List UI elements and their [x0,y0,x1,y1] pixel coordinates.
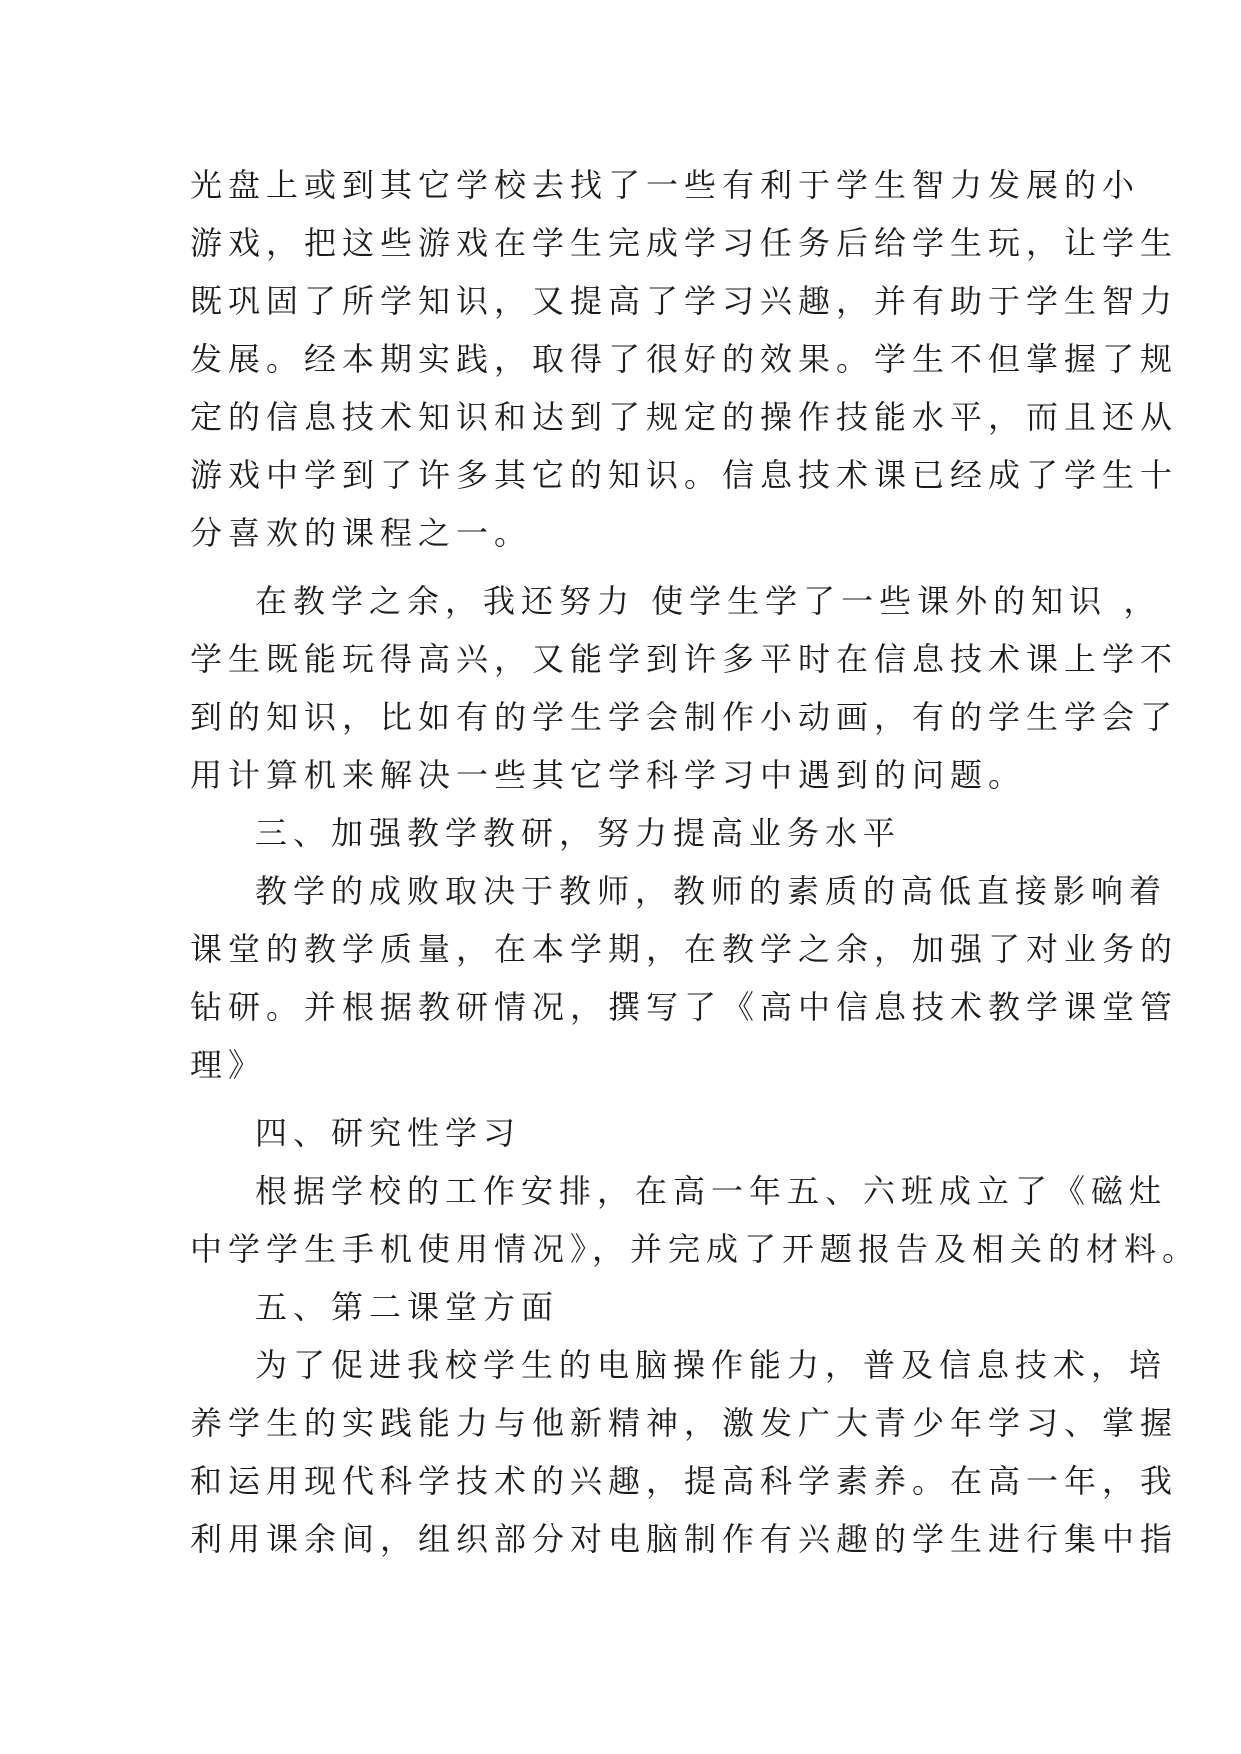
paragraph-start-line: 在教学之余，我还努力 使学生学了一些课外的知识 ， [255,582,1162,620]
text-line: 钻研。并根据教研情况，撰写了《高中信息技术教学课堂管 [190,988,1179,1026]
paragraph-start-line: 教学的成败取决于教师，教师的素质的高低直接影响着 [255,872,1168,910]
text-line: 分喜欢的课程之一。 [190,514,533,552]
text-line: 用计算机来解决一些其它学科学习中遇到的问题。 [190,756,1027,794]
text-line: 课堂的教学质量，在本学期，在教学之余，加强了对业务的 [190,930,1179,968]
document-body [190,156,1201,1568]
text-line: 游戏，把这些游戏在学生完成学习任务后给学生玩，让学生 [190,224,1179,262]
text-line: 到的知识，比如有的学生学会制作小动画，有的学生学会了 [190,698,1179,736]
text-line: 游戏中学到了许多其它的知识。信息技术课已经成了学生十 [190,456,1179,494]
text-line: 发展。经本期实践，取得了很好的效果。学生不但掌握了规 [190,340,1179,378]
paragraph-start-line: 根据学校的工作安排，在高一年五、六班成立了《磁灶 [255,1172,1168,1210]
text-line: 和运用现代科学技术的兴趣，提高科学素养。在高一年，我 [190,1462,1179,1500]
paragraph-start-line: 为了促进我校学生的电脑操作能力，普及信息技术，培 [255,1346,1168,1384]
section-heading-4: 四、研究性学习 [255,1114,522,1152]
text-line: 定的信息技术知识和达到了规定的操作技能水平，而且还从 [190,398,1179,436]
text-line: 养学生的实践能力与他新精神，激发广大青少年学习、掌握 [190,1404,1179,1442]
section-heading-5: 五、第二课堂方面 [255,1288,560,1326]
text-line: 光盘上或到其它学校去找了一些有利于学生智力发展的小 [190,166,1141,204]
text-line: 既巩固了所学知识，又提高了学习兴趣，并有助于学生智力 [190,282,1179,320]
text-line: 中学学生手机使用情况》，并完成了开题报告及相关的材料。 [190,1230,1201,1268]
text-line: 学生既能玩得高兴，又能学到许多平时在信息技术课上学不 [190,640,1179,678]
section-heading-3: 三、加强教学教研，努力提高业务水平 [255,814,902,852]
text-line: 理》 [190,1046,267,1084]
text-line: 利用课余间，组织部分对电脑制作有兴趣的学生进行集中指 [190,1520,1179,1558]
